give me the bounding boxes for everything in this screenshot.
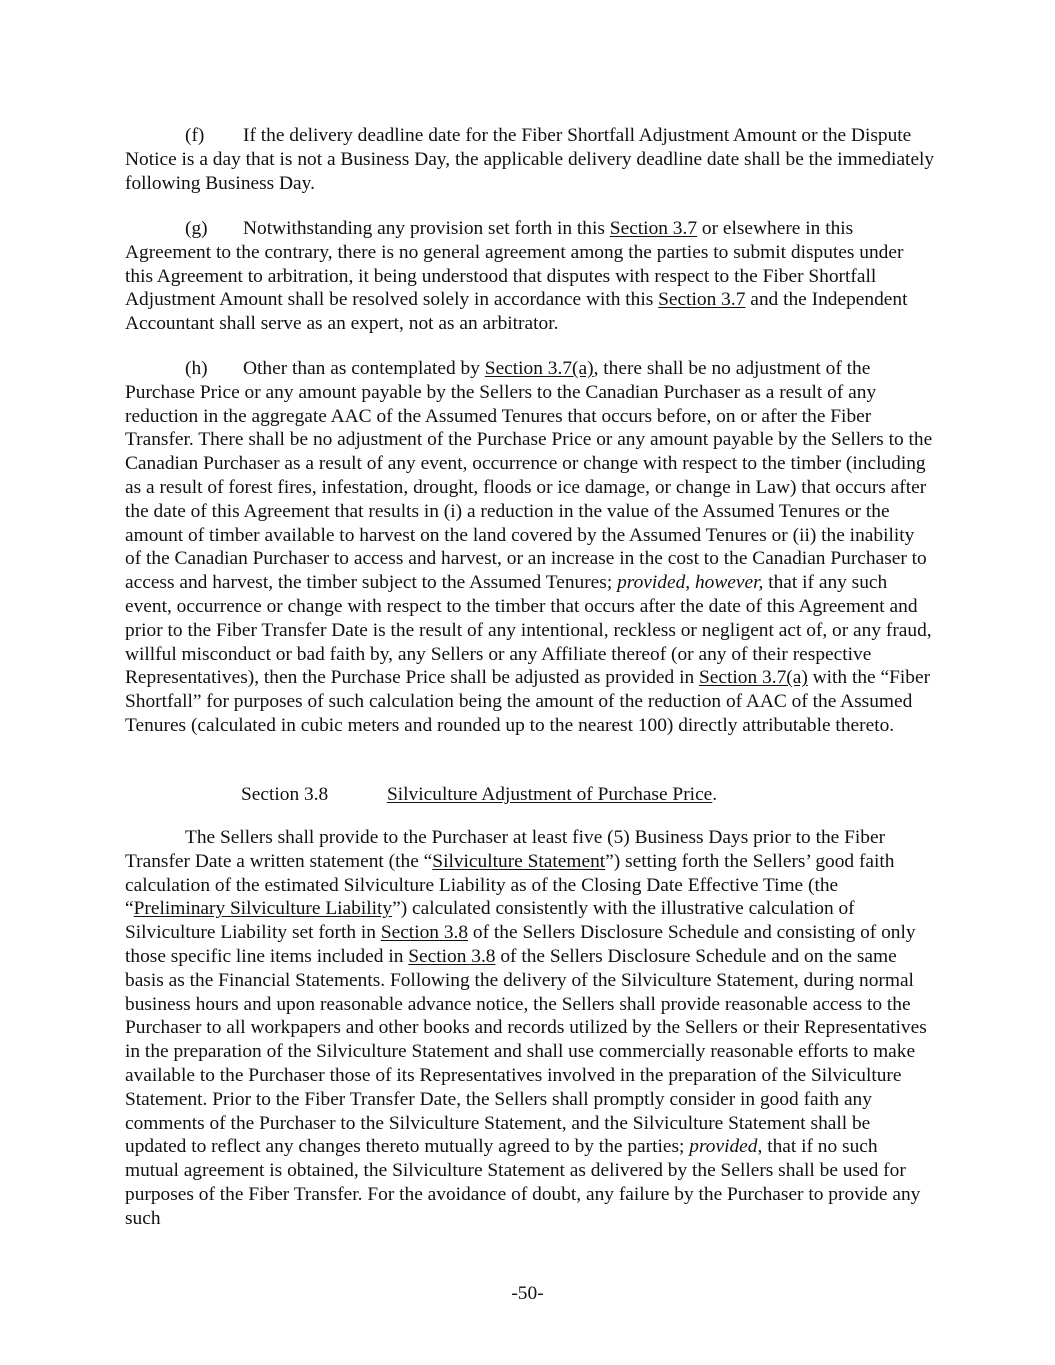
section-reference: Section 3.7(a) bbox=[484, 358, 594, 379]
section-heading bbox=[241, 783, 717, 807]
clause-text: and the Independent Accountant shall serve as an expert, not as an arbitrator. bbox=[125, 289, 908, 335]
paragraph-section-3-8 bbox=[125, 826, 935, 1231]
section-reference: Section 3.7 bbox=[609, 218, 698, 239]
clause-text: of the Sellers Disclosure Schedule and on the same basis as the Financial Statements. Following the delivery of the Silviculture Statement, during normal business hours and upon reasonable advance notice, the Sellers shall provide reasonable access to the Purchaser to all workpapers and other books and records utilized by the Sellers or their Representatives in the preparation of the Silviculture Statement and shall use commercially reasonable efforts to make available to the Purchaser those of its Representatives involved in the preparation of the Silviculture Statement. Prior to the Fiber Transfer Date, the Sellers shall promptly consider in good faith any comments of the Purchaser to the Silviculture Statement, and the Silviculture Statement shall be updated to reflect any changes thereto mutually agreed to by the parties; bbox=[125, 945, 927, 1158]
paragraph-f bbox=[125, 124, 935, 195]
clause-text: or elsewhere in this Agreement to the contrary, there is no general agreement among the parties to submit disputes under this Agreement to arbitration, it being understood that disputes with respect to the Fiber Shortfall Adjustment Amount shall be resolved solely in accordance with this bbox=[125, 218, 904, 311]
paragraph-h bbox=[125, 357, 935, 738]
defined-term: Preliminary Silviculture Liability bbox=[133, 898, 393, 920]
clause-text: Notwithstanding any provision set forth in this bbox=[243, 218, 610, 239]
section-title-period: . bbox=[712, 784, 718, 805]
clause-text: ”) calculated consistently with the illustrative calculation of Silviculture Liability set forth in bbox=[125, 898, 855, 944]
clause-text: Other than as contemplated by bbox=[243, 358, 485, 379]
page-number: -50- bbox=[511, 1283, 544, 1304]
defined-term: Silviculture Statement bbox=[432, 850, 606, 872]
section-number: Section 3.8 bbox=[241, 784, 329, 805]
clause-text: , that if no such mutual agreement is obtained, the Silviculture Statement as delivered by the Sellers shall be used for purposes of the Fiber Transfer. For the avoidance of doubt, any failure by the Purchaser to provide any such bbox=[125, 1136, 921, 1229]
section-reference: Section 3.7 bbox=[658, 289, 746, 311]
section-reference: Section 3.8 bbox=[408, 945, 496, 967]
italic-proviso: provided, however, bbox=[617, 572, 764, 594]
italic-proviso: provided bbox=[689, 1136, 758, 1158]
clause-text: , there shall be no adjustment of the Purchase Price or any amount payable by the Sellers to the Canadian Purchaser as a result of any reduction in the aggregate AAC of the Assumed Tenures that occurs before, on or after the Fiber Transfer. There shall be no adjustment of the Purchase Price or any amount payable by the Sellers to the Canadian Purchaser as a result of any event, occurrence or change with respect to the timber (including as a result of forest fires, infestation, drought, floods or ice damage, or change in Law) that occurs after the date of this Agreement that results in (i) a reduction in the value of the Assumed Tenures or the amount of timber available to harvest on the land covered by the Assumed Tenures or (ii) the inability of the Canadian Purchaser to access and harvest, or an increase in the cost to the Canadian Purchaser to access and harvest, the timber subject to the Assumed Tenures; bbox=[125, 358, 933, 594]
paragraph-g bbox=[125, 217, 935, 336]
clause-text: ”) setting forth the Sellers’ good faith calculation of the estimated Silviculture Liability as of the Closing Date Effective Time (the “ bbox=[125, 850, 895, 920]
section-title: Silviculture Adjustment of Purchase Price bbox=[387, 784, 713, 805]
clause-label: (f) bbox=[185, 125, 205, 146]
clause-label: (g) bbox=[185, 218, 208, 239]
clause-text: with the “Fiber Shortfall” for purposes of such calculation being the amount of the reduction of AAC of the Assumed Tenures (calculated in cubic meters and rounded up to the nearest 100) directly attributable thereto. bbox=[125, 667, 931, 736]
section-reference: Section 3.7(a) bbox=[699, 667, 808, 689]
section-reference: Section 3.8 bbox=[380, 922, 469, 944]
clause-text: of the Sellers Disclosure Schedule and consisting of only those specific line items included in bbox=[125, 922, 916, 967]
clause-label: (h) bbox=[185, 358, 208, 379]
clause-text: If the delivery deadline date for the Fiber Shortfall Adjustment Amount or the Dispute Notice is a day that is not a Business Day, the applicable delivery deadline date shall be the immediately following Business Day. bbox=[125, 125, 935, 194]
clause-text: that if any such event, occurrence or change with respect to the timber that occurs after the date of this Agreement and prior to the Fiber Transfer Date is the result of any intentional, reckless or negligent act of, or any fraud, willful misconduct or bad faith by, any Sellers or any Affiliate thereof (or any of their respective Representatives), then the Purchase Price shall be adjusted as provided in bbox=[125, 572, 932, 689]
clause-text: The Sellers shall provide to the Purchaser at least five (5) Business Days prior to the Fiber Transfer Date a written statement (the “ bbox=[125, 827, 886, 872]
